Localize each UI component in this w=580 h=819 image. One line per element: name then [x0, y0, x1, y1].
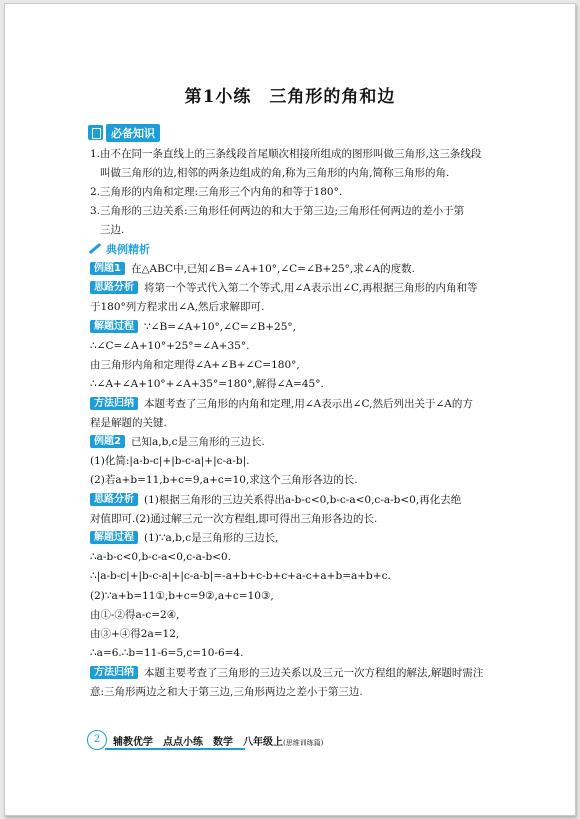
page-footer [87, 730, 323, 750]
section-examples-label: 典例精析 [106, 242, 150, 256]
example2-solution-line-3: ∴|a-b-c|+|b-c-a|+|c-a-b|=-a+b+c-b+c+a-c+a+b=a+b+c. [90, 570, 391, 582]
footer-subtitle: (思维训练篇) [283, 738, 324, 747]
example1-summary-line-2: 程是解题的关键. [90, 417, 167, 429]
example2-solution-line-7: ∴a=6.∴b=11-6=5,c=10-6=4. [90, 647, 244, 659]
example2-analysis-line-1 [90, 493, 510, 507]
analysis-tag: 思路分析 [90, 281, 138, 294]
example1-solution-line-1 [90, 320, 510, 334]
knowledge-line-3: 2.三角形的内角和定理:三角形三个内角的和等于180°. [90, 186, 343, 198]
knowledge-line-4: 3.三角形的三边关系:三角形任何两边的和大于第三边;三角形任何两边的差小于第 [90, 205, 465, 217]
section-knowledge-label: 必备知识 [106, 124, 160, 142]
example2-analysis-line-2: 对值即可.(2)通过解三元一次方程组,即可得出三角形各边的长. [90, 513, 378, 525]
example1-solution-line-3: 由三角形内角和定理得∠A+∠B+∠C=180°, [90, 359, 300, 371]
section-knowledge-header [88, 124, 160, 141]
example2-solution-text-1: (1)∵a,b,c是三角形的三边长, [144, 532, 279, 544]
knowledge-line-1: 1.由不在同一条直线上的三条线段首尾顺次相接所组成的图形叫做三角形,这三条线段 [90, 148, 482, 160]
page-number: 2 [87, 730, 107, 750]
document-page [4, 3, 576, 816]
example1-analysis-line-2: 于180°列方程求出∠A,然后求解即可. [90, 301, 265, 313]
example2-solution-line-5: 由①-②得a-c=2④, [90, 609, 180, 621]
example2-solution-line-2: ∴a-b-c<0,b-c-a<0,c-a-b<0. [90, 551, 232, 563]
example1-solution-line-2: ∴∠C=∠A+10°+25°=∠A+35°. [90, 340, 250, 352]
example1-analysis-line-1 [90, 281, 510, 295]
example1-tag: 例题1 [90, 262, 125, 275]
example1-question [90, 262, 510, 276]
footer-rule [105, 748, 245, 750]
example1-analysis-text-1: 将第一个等式代入第二个等式,用∠A表示出∠C,再根据三角形的内角和等 [144, 282, 478, 294]
book-icon [88, 125, 103, 140]
section-examples-header [88, 240, 150, 257]
example2-summary-line-2: 意:三角形两边之和大于第三边,三角形两边之差小于第三边. [90, 686, 363, 698]
example2-solution-line-4: (2)∵a+b=11①,b+c=9②,a+c=10③, [90, 590, 274, 602]
summary-tag-2: 方法归纳 [90, 666, 138, 679]
example2-solution-line-6: 由③+④得2a=12, [90, 628, 180, 640]
solution-tag-2: 解题过程 [90, 531, 138, 544]
example1-solution-line-4: ∴∠A+∠A+10°+∠A+35°=180°,解得∠A=45°. [90, 378, 324, 390]
example2-question-text: 已知a,b,c是三角形的三边长. [130, 436, 265, 448]
example1-question-text: 在△ABC中,已知∠B=∠A+10°,∠C=∠B+25°,求∠A的度数. [130, 263, 415, 275]
knowledge-line-2: 叫做三角形的边,相邻的两条边组成的角,称为三角形的内角,简称三角形的角. [100, 167, 450, 179]
example2-question [90, 435, 510, 449]
example2-summary-text-1: 本题主要考查了三角形的三边关系以及三元一次方程组的解法,解题时需注 [144, 667, 484, 679]
footer-text [113, 733, 323, 748]
example2-solution-line-1 [90, 531, 510, 545]
example2-analysis-text-1: (1)根据三角形的三边关系得出a-b-c<0,b-c-a<0,c-a-b<0,再化去绝 [144, 494, 462, 506]
example1-solution-text-1: ∵∠B=∠A+10°,∠C=∠B+25°, [144, 321, 297, 333]
pen-icon [88, 241, 103, 256]
page-title: 第1小练 三角形的角和边 [184, 87, 396, 107]
solution-tag: 解题过程 [90, 320, 138, 333]
summary-tag: 方法归纳 [90, 397, 138, 410]
example1-summary-text-1: 本题考查了三角形的内角和定理,用∠A表示出∠C,然后列出关于∠A的方 [144, 398, 473, 410]
footer-series-title: 辅教优学 点点小练 数学 八年级上 [113, 736, 283, 748]
example2-tag: 例题2 [90, 435, 125, 448]
knowledge-line-5: 三边. [100, 224, 125, 236]
example2-question-part-2: (2)若a+b=11,b+c=9,a+c=10,求这个三角形各边的长. [90, 474, 358, 486]
analysis-tag-2: 思路分析 [90, 493, 138, 506]
example1-summary-line-1 [90, 397, 510, 411]
example2-question-part-1: (1)化简:|a-b-c|+|b-c-a|+|c-a-b|. [90, 455, 250, 467]
example2-summary-line-1 [90, 666, 510, 680]
